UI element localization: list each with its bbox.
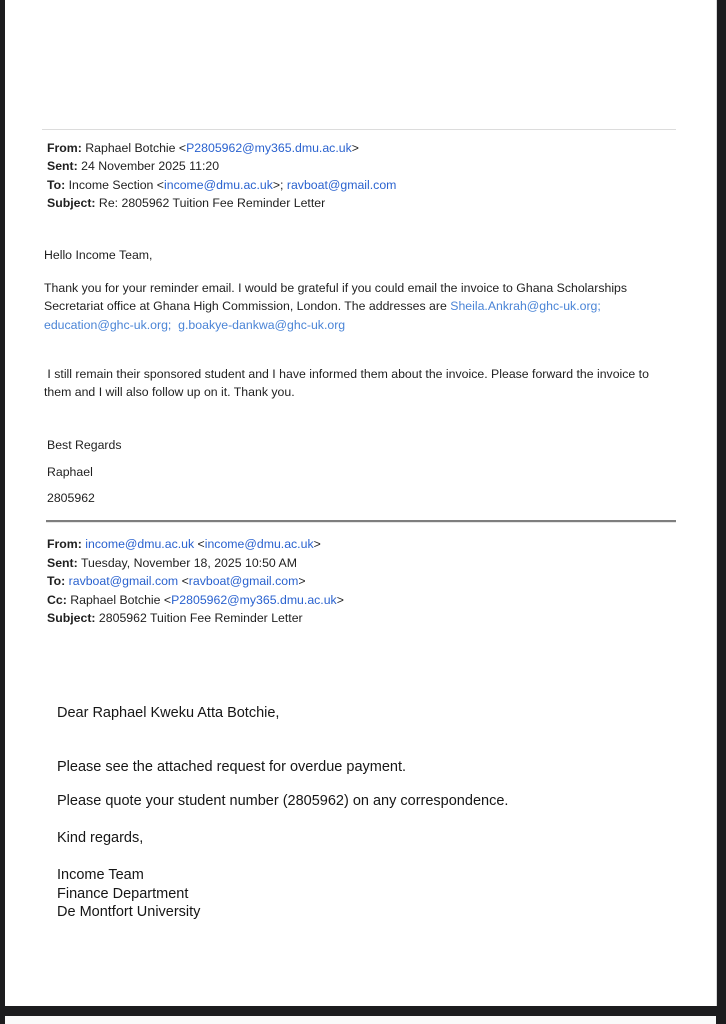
- email1-from-line: From: Raphael Botchie <P2805962@my365.dmu.ac.uk>: [47, 141, 359, 155]
- email1-from-address-link[interactable]: P2805962@my365.dmu.ac.uk: [186, 141, 352, 155]
- sheila-email-link[interactable]: Sheila.Ankrah@ghc-uk.org;: [450, 299, 601, 314]
- email1-to-address-link[interactable]: income@dmu.ac.uk: [164, 177, 273, 192]
- email1-sent-line: [47, 157, 396, 175]
- signature-university: De Montfort University: [57, 904, 201, 920]
- boakye-email-link[interactable]: g.boakye-dankwa@ghc-uk.org: [178, 317, 346, 332]
- email1-greeting: Hello Income Team,: [44, 248, 153, 262]
- subject-label: Subject:: [47, 196, 96, 211]
- from-label: From:: [47, 141, 82, 155]
- subject-value: 2805962 Tuition Fee Reminder Letter: [95, 611, 303, 625]
- email2-from-address-link[interactable]: income@dmu.ac.uk: [204, 537, 314, 551]
- email2-to-address-link[interactable]: ravboat@gmail.com: [188, 574, 299, 588]
- email2-cc-address-link[interactable]: P2805962@my365.dmu.ac.uk: [171, 592, 337, 607]
- email1-header: [47, 139, 396, 213]
- to-name: Income Section <: [65, 177, 164, 192]
- cc-label: Cc:: [47, 592, 67, 607]
- next-page-edge: [5, 1016, 716, 1024]
- cc-name: Raphael Botchie <: [66, 592, 172, 607]
- email2-paragraph1: Please see the attached request for overdue payment.: [57, 759, 407, 775]
- sent-label: Sent:: [47, 555, 78, 570]
- email2-header-divider: [46, 520, 676, 523]
- subject-value: Re: 2805962 Tuition Fee Reminder Letter: [95, 196, 326, 211]
- email2-cc-line: Cc: Raphael Botchie <P2805962@my365.dmu.ac.uk>: [47, 592, 344, 607]
- email2-from-name-link[interactable]: income@dmu.ac.uk: [85, 537, 195, 551]
- email1-subject-line: [47, 194, 396, 212]
- to-label: To:: [47, 177, 66, 192]
- sent-value: Tuesday, November 18, 2025 10:50 AM: [77, 555, 297, 570]
- email2-to-line: To: ravboat@gmail.com <ravboat@gmail.com>: [47, 574, 306, 588]
- sent-value: 24 November 2025 11:20: [77, 159, 220, 174]
- from-name: Raphael Botchie <: [81, 141, 187, 155]
- sent-label: Sent:: [47, 159, 78, 174]
- email1-signature-name: Raphael: [47, 465, 93, 479]
- email1-paragraph2: I still remain their sponsored student and I have informed them about the invoice. Please forward the invoice to them and I will also follow up on it. Thank you.: [44, 367, 649, 400]
- email2-paragraph2: Please quote your student number (2805962) on any correspondence.: [57, 793, 509, 809]
- signature-department: Finance Department: [57, 885, 189, 902]
- email1-paragraph1: Thank you for your reminder email. I would be grateful if you could email the invoice to Ghana Scholarships Secretariat office at Ghana High Commission, London. The addresses are Sheila.Ankrah@ghc-uk.org; education@ghc-uk.org; g.boakye-dankwa@ghc-uk.org: [44, 281, 628, 332]
- email2-subject-line: [47, 609, 344, 628]
- from-label: From:: [47, 537, 82, 551]
- email2-header: [47, 535, 344, 628]
- email2-to-name-link[interactable]: ravboat@gmail.com: [68, 574, 179, 588]
- email1-to-address2-link[interactable]: ravboat@gmail.com: [286, 177, 397, 192]
- email2-sent-line: [47, 554, 344, 573]
- email1-to-line: To: Income Section <income@dmu.ac.uk>; ravboat@gmail.com: [47, 177, 397, 192]
- email2-from-line: From: income@dmu.ac.uk <income@dmu.ac.uk>: [47, 537, 321, 551]
- email1-signature-id: 2805962: [47, 491, 95, 505]
- email2-greeting: Dear Raphael Kweku Atta Botchie,: [57, 705, 280, 721]
- education-email-link[interactable]: education@ghc-uk.org;: [44, 317, 172, 332]
- email2-signature: [57, 866, 200, 922]
- signature-team: Income Team: [57, 867, 144, 883]
- email2-signoff: Kind regards,: [57, 830, 144, 846]
- email1-signoff: Best Regards: [47, 438, 122, 452]
- email1-header-divider: [42, 129, 676, 130]
- to-label: To:: [47, 574, 66, 588]
- subject-label: Subject:: [47, 611, 96, 625]
